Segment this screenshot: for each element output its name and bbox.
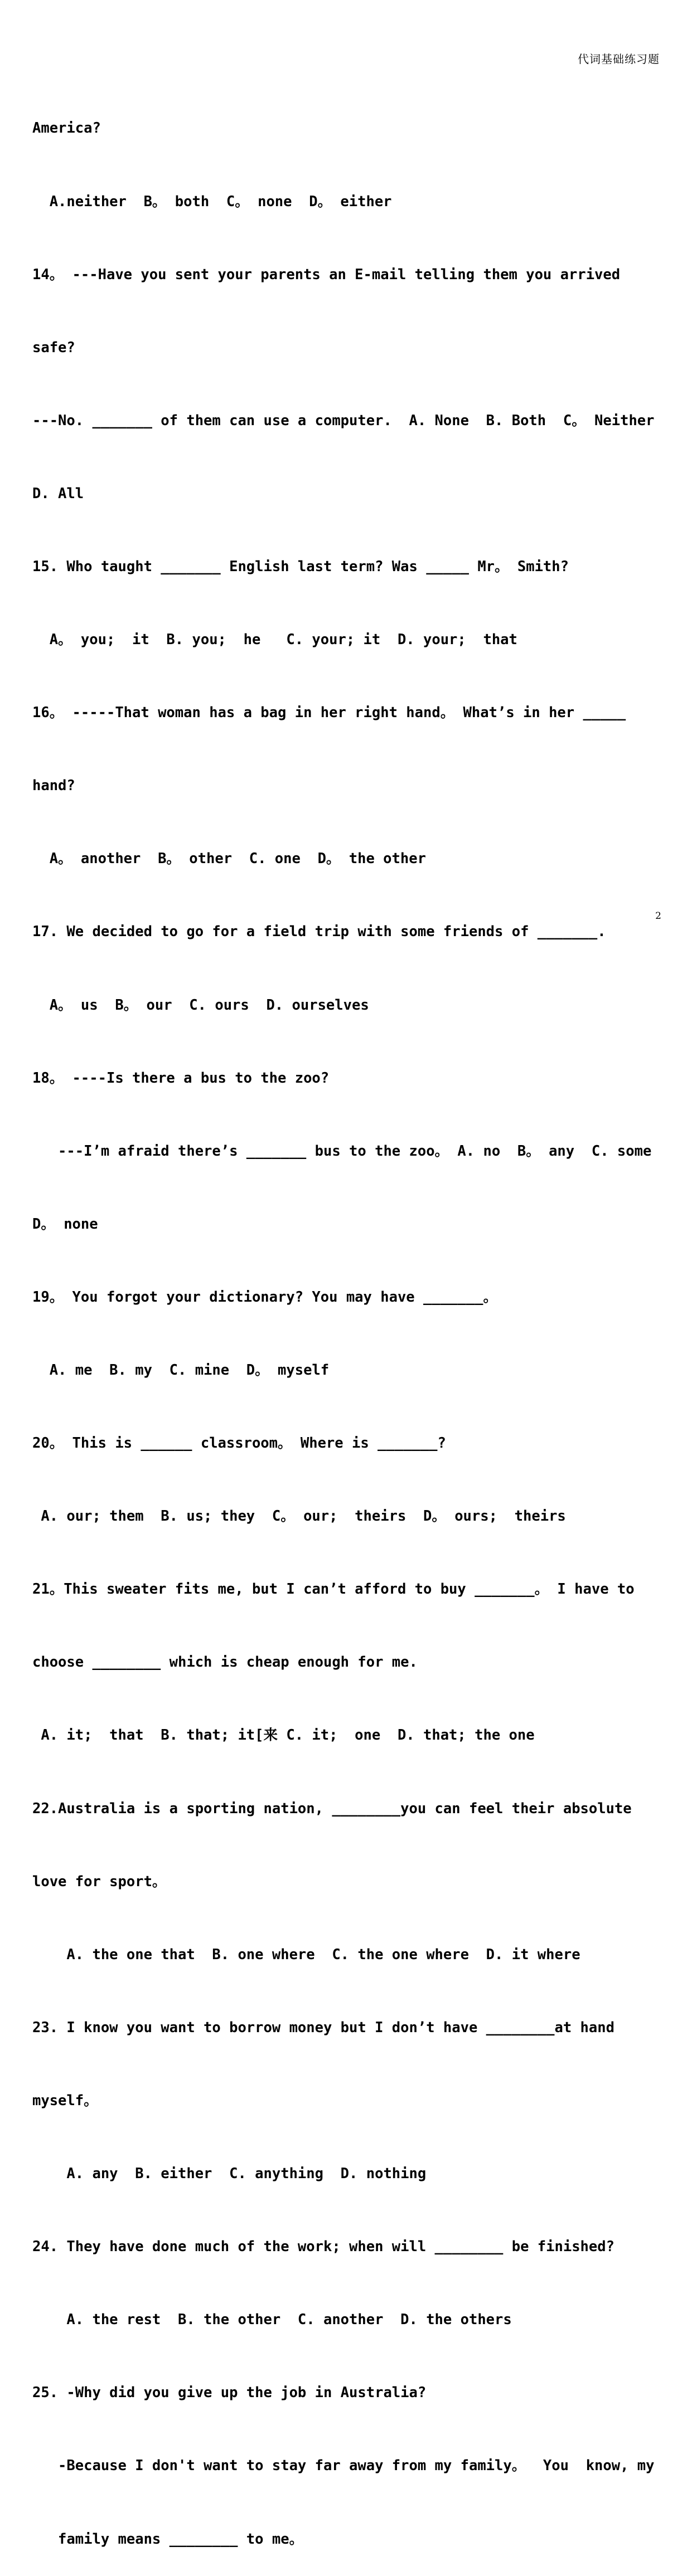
text-line: 25. -Why did you give up the job in Australia?	[32, 2384, 427, 2402]
text-line: America?	[32, 120, 101, 137]
text-line: 22.Australia is a sporting nation, ________you can feel their absolute	[32, 1800, 632, 1817]
text-line: A. the rest B. the other C. another D. the others	[32, 2311, 512, 2329]
text-line: D. All	[32, 485, 84, 502]
exercise-text	[32, 68, 688, 2576]
text-line: A。 another B。 other C. one D。 the other	[32, 850, 426, 868]
text-line: 17. We decided to go for a field trip with some friends of _______.	[32, 923, 606, 941]
text-line: A.neither B。 both C。 none D。 either	[32, 193, 392, 210]
text-line: 15. Who taught _______ English last term? Was _____ Mr。 Smith?	[32, 558, 569, 575]
page-header-title: 代词基础练习题	[578, 52, 660, 66]
text-line: D。 none	[32, 1215, 98, 1233]
text-line: 16。 -----That woman has a bag in her right hand。 What’s in her _____	[32, 704, 626, 722]
page-number: 2	[655, 910, 661, 922]
text-line: A. it; that B. that; it[来 C. it; one D. that; the one	[32, 1727, 535, 1744]
text-line: A. any B. either C. anything D. nothing	[32, 2165, 427, 2183]
text-line: 23. I know you want to borrow money but I don’t have ________at hand	[32, 2019, 614, 2036]
text-line: A。 you; it B. you; he C. your; it D. your; that	[32, 631, 517, 649]
text-line: love for sport。	[32, 1873, 167, 1890]
text-line: choose ________ which is cheap enough for me.	[32, 1654, 418, 1671]
text-line: 20。 This is ______ classroom。 Where is _______?	[32, 1435, 446, 1452]
text-line: family means ________ to me。	[32, 2530, 304, 2548]
text-line: 24. They have done much of the work; when will ________ be finished?	[32, 2238, 614, 2256]
text-line: A. me B. my C. mine D。 myself	[32, 1362, 330, 1379]
text-line: A. our; them B. us; they C。 our; theirs D。 ours; theirs	[32, 1508, 566, 1525]
text-line: -Because I don't want to stay far away from my family。 You know, my	[32, 2457, 655, 2475]
text-line: 18。 ----Is there a bus to the zoo?	[32, 1069, 330, 1087]
text-line: ---No. _______ of them can use a computer. A. None B. Both C。 Neither	[32, 412, 655, 429]
text-line: 21。This sweater fits me, but I can’t afford to buy _______。 I have to	[32, 1581, 635, 1598]
text-line: hand?	[32, 777, 75, 795]
text-line: 14。 ---Have you sent your parents an E-mail telling them you arrived	[32, 266, 621, 283]
text-line: 19。 You forgot your dictionary? You may have _______。	[32, 1288, 497, 1306]
text-line: A。 us B。 our C. ours D. ourselves	[32, 996, 369, 1014]
text-line: ---I’m afraid there’s _______ bus to the zoo。 A. no B。 any C. some	[32, 1142, 652, 1160]
text-line: myself。	[32, 2092, 98, 2109]
text-line: A. the one that B. one where C. the one where D. it where	[32, 1946, 580, 1963]
text-line: safe?	[32, 339, 75, 356]
